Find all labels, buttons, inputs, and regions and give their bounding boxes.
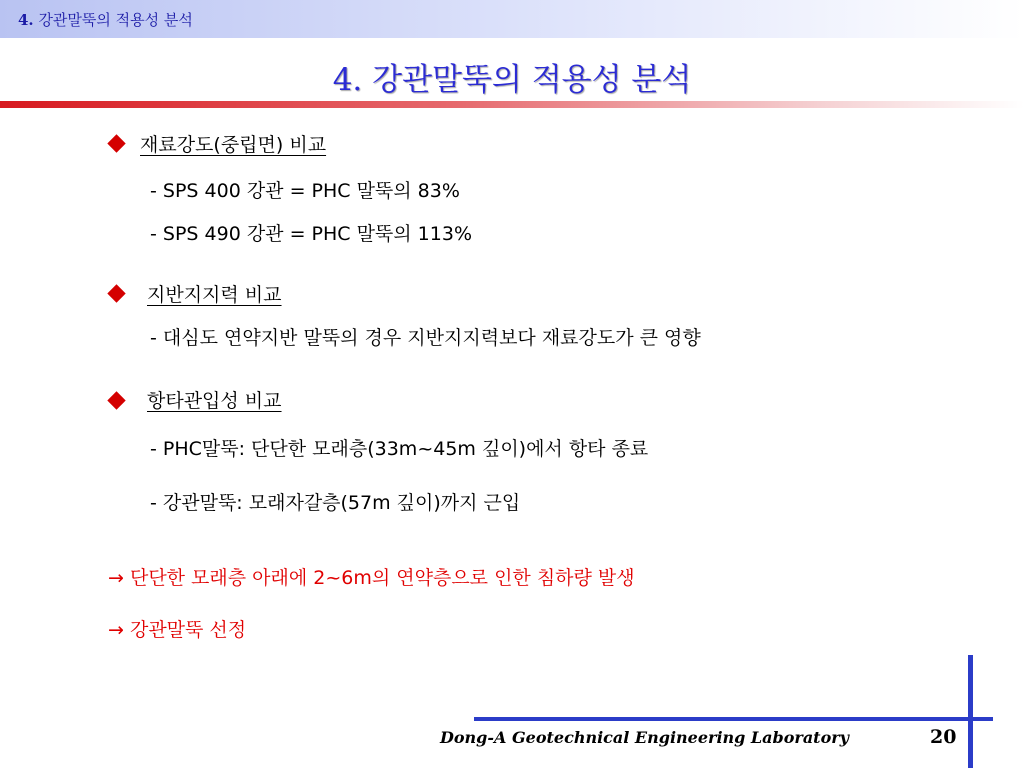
header-number: 4. xyxy=(18,11,34,29)
diamond-bullet-icon xyxy=(107,284,125,302)
conclusion-line: → 단단한 모래층 아래에 2~6m의 연약층으로 인한 침하량 발생 xyxy=(108,567,635,589)
diamond-bullet-icon xyxy=(107,391,125,409)
footer-rule-vertical xyxy=(968,655,973,768)
page-number: 20 xyxy=(930,726,957,748)
footer-lab-name: Dong-A Geotechnical Engineering Laboratory xyxy=(440,728,849,747)
section-item: - SPS 400 강관 = PHC 말뚝의 83% xyxy=(150,180,460,202)
footer-rule-horizontal xyxy=(474,717,993,721)
header-label: 강관말뚝의 적용성 분석 xyxy=(33,11,193,29)
section-item: - 강관말뚝: 모래자갈층(57m 깊이)까지 근입 xyxy=(150,492,521,514)
slide-title: 4. 강관말뚝의 적용성 분석 xyxy=(332,62,692,98)
diamond-bullet-icon xyxy=(107,134,125,152)
section-heading-bearing-capacity: 지반지지력 비교 xyxy=(147,284,282,306)
title-divider xyxy=(0,101,1024,108)
conclusion-line: → 강관말뚝 선정 xyxy=(108,619,247,641)
section-heading-driveability: 항타관입성 비교 xyxy=(147,390,282,412)
section-heading-material-strength: 재료강도(중립면) 비교 xyxy=(140,134,327,156)
section-item: - 대심도 연약지반 말뚝의 경우 지반지지력보다 재료강도가 큰 영향 xyxy=(150,327,701,349)
section-item: - PHC말뚝: 단단한 모래층(33m~45m 깊이)에서 항타 종료 xyxy=(150,438,649,460)
header-breadcrumb xyxy=(18,9,193,30)
section-item: - SPS 490 강관 = PHC 말뚝의 113% xyxy=(150,223,472,245)
